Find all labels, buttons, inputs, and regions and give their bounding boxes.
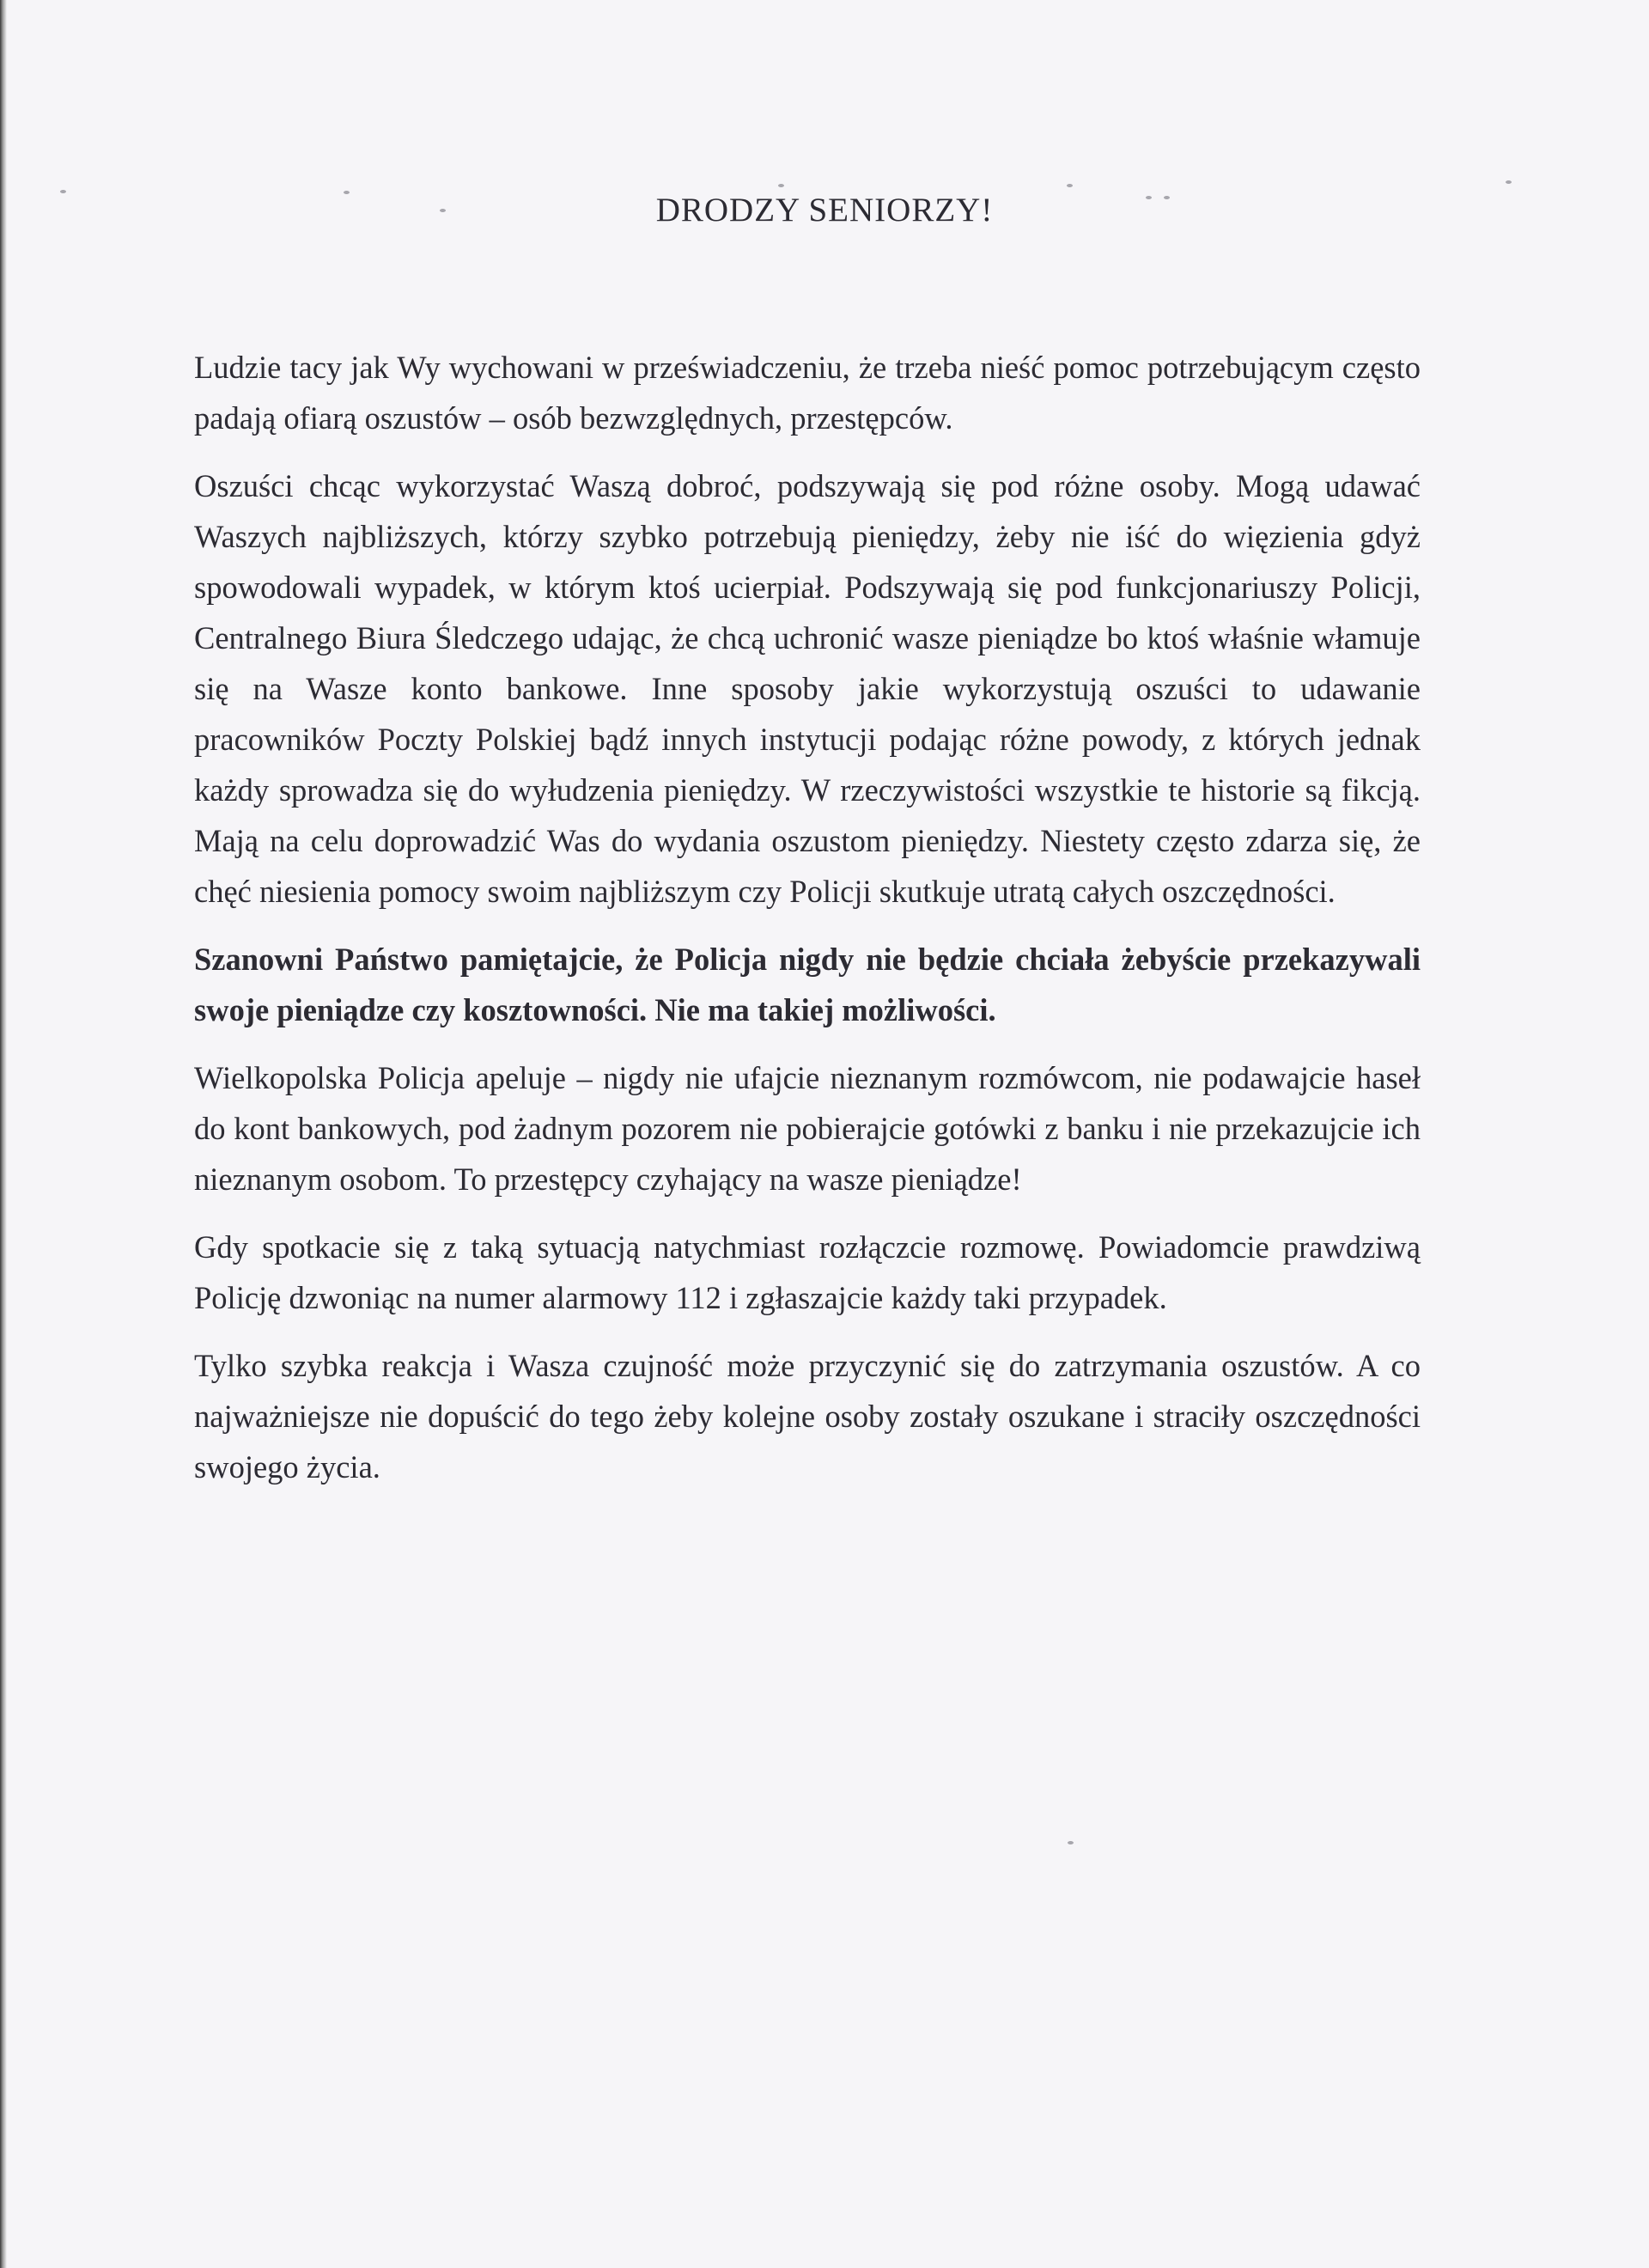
scan-speck <box>778 184 784 187</box>
scan-speck <box>1146 196 1152 199</box>
scan-speck <box>1068 1841 1074 1844</box>
paragraph-police-warning: Szanowni Państwo pamiętajcie, że Policja nigdy nie będzie chciała żebyście przekazywali swoje pieniądze czy kosztowności. Nie ma takiej możliwości. <box>194 942 1421 1027</box>
paragraph-police-appeal: Wielkopolska Policja apeluje – nigdy nie ufajcie nieznanym rozmówcom, nie podawajcie haseł do kont bankowych, pod żadnym pozorem nie pobierajcie gotówki z banku i nie przekazujcie ich nieznanym osobom. To przestępcy czyhający na wasze pieniądze! <box>194 1060 1421 1197</box>
paragraph-intro: Ludzie tacy jak Wy wychowani w przeświadczeniu, że trzeba nieść pomoc potrzebującym często padają ofiarą oszustów – osób bezwzględnych, przestępców. <box>194 350 1421 436</box>
scan-speck <box>60 190 66 193</box>
scan-speck <box>344 191 350 194</box>
scan-speck <box>1164 196 1170 199</box>
paragraph-closing: Tylko szybka reakcja i Wasza czujność może przyczynić się do zatrzymania oszustów. A co najważniejsze nie dopuścić do tego żeby kolejne osoby zostały oszukane i straciły oszczędności swojego życia. <box>194 1348 1421 1485</box>
paragraph-what-to-do: Gdy spotkacie się z taką sytuacją natychmiast rozłączcie rozmowę. Powiadomcie prawdziwą Policję dzwoniąc na numer alarmowy 112 i zgłaszajcie każdy taki przypadek. <box>194 1229 1421 1315</box>
scan-speck <box>1506 180 1512 184</box>
paragraph-fraud-methods: Oszuści chcąc wykorzystać Waszą dobroć, podszywają się pod różne osoby. Mogą udawać Waszych najbliższych, którzy szybko potrzebują pieniędzy, żeby nie iść do więzienia gdyż spowodowali wypadek, w którym ktoś ucierpiał. Podszywają się pod funkcjonariuszy Policji, Centralnego Biura Śledczego udając, że chcą uchronić wasze pieniądze bo ktoś właśnie włamuje się na Wasze konto bankowe. Inne sposoby jakie wykorzystują oszuści to udawanie pracowników Poczty Polskiej bądź innych instytucji podając różne powody, z których jednak każdy sprowadza się do wyłudzenia pieniędzy. W rzeczywistości wszystkie te historie są fikcją. Mają na celu doprowadzić Was do wydania oszustom pieniędzy. Niestety często zdarza się, że chęć niesienia pomocy swoim najbliższym czy Policji skutkuje utratą całych oszczędności. <box>194 468 1421 909</box>
document-body <box>194 342 1421 1509</box>
scan-speck <box>1067 184 1073 187</box>
scan-speck <box>440 209 446 212</box>
document-title: DRODZY SENIORZY! <box>655 192 994 229</box>
